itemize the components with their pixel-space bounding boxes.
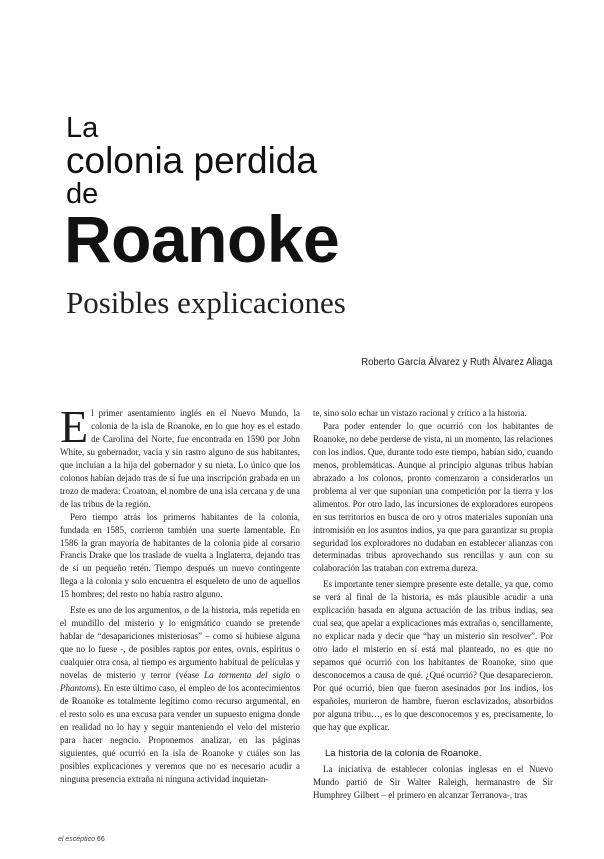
title-line-1: La — [66, 112, 99, 144]
paragraph-3-italic-1: La tormenta del siglo — [204, 670, 291, 681]
paragraph-1-text: l primer asentamiento inglés en el Nuevo Mundo, la colonia de la isla de Roanoke, en lo que hoy es el estado de Carolina del Norte, fue encontrada en 1590 por John White, su gobernador, vacía y sin rastro alguno de sus habitantes, que incluían a la hija del gobernador y su nieta. Lo único que los colonos habían dejado tras de sí fue una inscripción grabada en un trozo de madera: Croatoan, el nombre de una isla cercana y de una de las tribus de la región. — [60, 408, 300, 509]
paragraph-3-text-b: o — [290, 670, 300, 681]
paragraph-3 — [60, 604, 300, 785]
authors: Roberto García Álvarez y Ruth Álvarez Aliaga — [360, 356, 552, 368]
section-heading: La historia de la colonia de Roanoke. — [325, 747, 482, 759]
paragraph-5: Es importante tener siempre presente este detalle, ya que, como se verá al final de la historia, es más plausible acudir a una explicación basada en alguna actuación de las tribus indias, sea cual sea, que apelar a explicaciones más extrañas o, sencillamente, no explicar nada y decir que “hay un misterio sin resolver”. Por otro lado el misterio en sí está mal planteado, no es que no sepamos qué ocurrió con los habitantes de Roanoke, sino que desconocemos a causa de qué. ¿Qué ocurrió? Que desaparecieron. Por qué ocurrió, bien que fueron asesinados por los indios, los españoles, murieron de hambre, fueron esclavizados, absorbidos por alguna tribu…, es lo que desconocemos y es, precisamente, lo que hay que explicar. — [313, 579, 553, 732]
paragraph-6: La iniciativa de establecer colonias inglesas en el Nuevo Mundo partió de Sir Walter Raleigh, hermanastro de Sir Humphrey Gilbert – el primero en alcanzar Terranova-, tras — [313, 763, 553, 800]
paragraph-3-text-a: Este es uno de los argumentos, o de la historia, más repetida en el mundillo del misterio y lo enigmático cuando se pretende hablar de “desapariciones misteriosas” – como si hubiese alguna que no lo fuese -, de posibles raptos por entes, ovnis, espíritus o cualquier otra cosa, al tiempo es argumento habitual de películas y novelas de misterio y terror (véase — [60, 605, 300, 681]
right-column — [313, 407, 553, 802]
title-main: Roanoke — [64, 202, 340, 276]
title-line-3: de — [66, 178, 99, 210]
title-line-2: colonia perdida — [66, 140, 317, 181]
page-number: 66 — [96, 836, 105, 843]
paragraph-3-italic-2: Phantoms — [60, 683, 96, 694]
paragraph-4: Para poder entender lo que ocurrió con los habitantes de Roanoke, no debe perderse de vista, ni un momento, las relaciones con los indios. Que, durante todo este tiempo, habían sido, cuando menos, problemáticas. Aunque al principio algunas tribus habían abrazado a los colonos, pronto comenzaron a considerarlos un problema al ver que suponían una competición por la tierra y los alimentos. Por otro lado, las incursiones de exploradores europeos en sus territorios en busca de oro y otros materiales suponían una intromisión en los asuntos indios, ya que para garantizar su propia seguridad los exploradores no dudaban en establecer alianzas con determinadas tribus aprovechando sus rencillas y aun con su colaboración las trataban con extrema dureza. — [313, 420, 553, 574]
paragraph-3-text-c: ). En este último caso, el empleo de los acontecimientos de Roanoke es totalmente legítimo como recurso argumental, en el resto solo es una excusa para vender un supuesto enigma donde en realidad no lo hay y seguir manteniendo el velo del misterio para hacer negocio. Proponemos analizar, en las páginas siguientes, qué ocurrió en la isla de Roanoke y cuáles son las posibles explicaciones y veremos que no es necesario acudir a ninguna presencia extraña ni ninguna actividad inquietan- — [60, 683, 300, 784]
drop-cap: E — [60, 401, 89, 452]
subtitle: Posibles explicaciones — [66, 285, 346, 320]
page-footer — [58, 836, 105, 843]
paragraph-continued: te, sino solo echar un vistazo racional y crítico a la historia. — [313, 408, 527, 418]
left-column — [60, 401, 300, 786]
paragraph-2: Pero tiempo atrás los primeros habitantes de la colonia, fundada en 1585, corrieron también una suerte lamentable. En 1586 la gran mayoría de habitantes de la colonia pide al corsario Francis Drake que los traslade de vuelta a Inglaterra, dejando tras de sí un pequeño retén. Tiempo después un nuevo contingente llega a la colonia y solo encuentra el esqueleto de uno de aquellos 15 hombres; del resto no había rastro alguno. — [60, 511, 300, 600]
magazine-name: el escéptico — [58, 836, 95, 843]
paragraph-1 — [60, 401, 300, 511]
